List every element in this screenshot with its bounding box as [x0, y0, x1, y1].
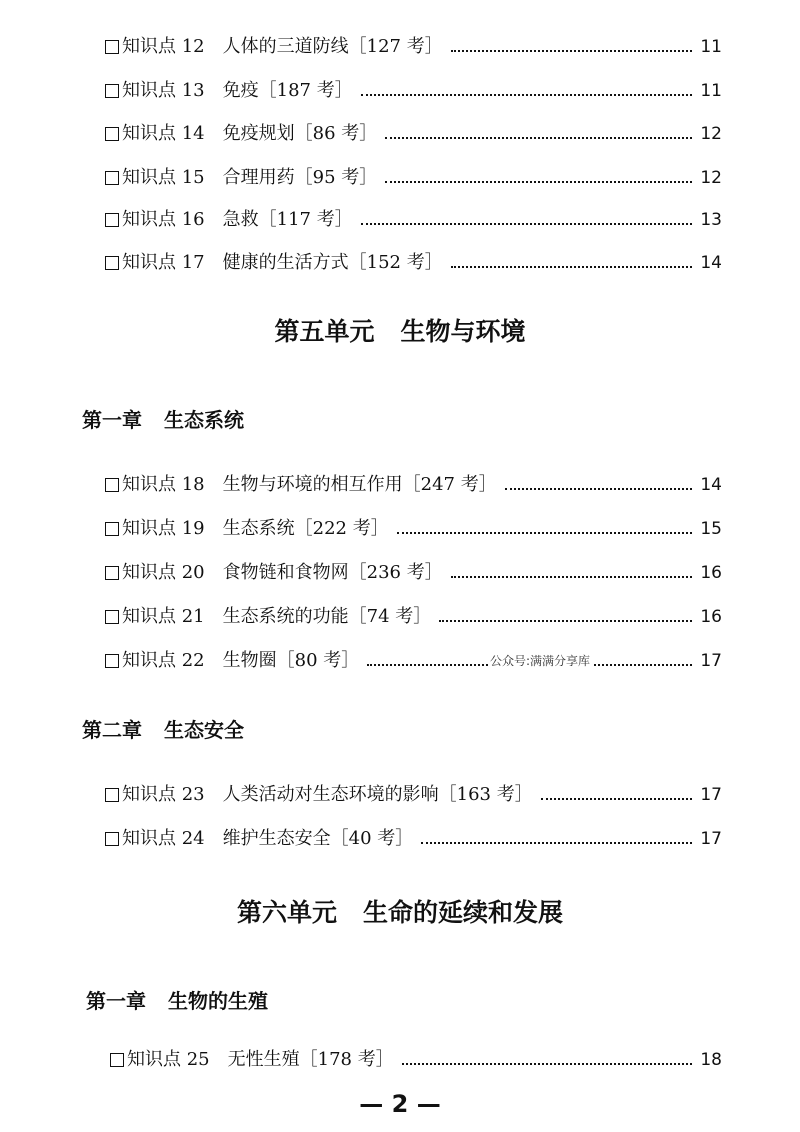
checkbox-icon	[105, 610, 119, 624]
leader-dots	[439, 620, 692, 622]
leader-dots	[541, 798, 693, 800]
checkbox-icon	[105, 40, 119, 54]
knowledge-point-number: 知识点 23	[122, 784, 205, 805]
page-ref: 17	[700, 651, 722, 671]
knowledge-point-number: 知识点 22	[122, 650, 205, 671]
knowledge-point-number: 知识点 21	[122, 606, 205, 627]
entry-title: 免疫规划［86 考］	[222, 123, 378, 144]
toc-entry[interactable]	[105, 28, 722, 58]
entry-title: 无性生殖［178 考］	[227, 1049, 394, 1070]
knowledge-point-number: 知识点 20	[122, 562, 205, 583]
unit-name: 生命的延续和发展	[363, 898, 564, 927]
knowledge-point-number: 知识点 18	[122, 474, 205, 495]
leader-dots	[402, 1063, 693, 1065]
unit-number: 第五单元	[274, 317, 375, 346]
entry-title: 生物与环境的相互作用［247 考］	[222, 474, 497, 495]
page-ref: 16	[700, 607, 722, 627]
checkbox-icon	[105, 127, 119, 141]
leader-dots	[451, 576, 693, 578]
toc-entry[interactable]	[105, 510, 722, 540]
page-ref: 14	[700, 253, 722, 273]
chapter-heading	[86, 985, 268, 1014]
toc-entry[interactable]	[105, 776, 722, 806]
entry-title: 急救［117 考］	[222, 209, 353, 230]
leader-dots	[385, 137, 692, 139]
toc-entry[interactable]	[105, 642, 722, 672]
checkbox-icon	[105, 522, 119, 536]
unit-heading	[0, 893, 800, 929]
chapter-number: 第二章	[82, 718, 142, 742]
page-ref: 15	[700, 519, 722, 539]
checkbox-icon	[105, 171, 119, 185]
chapter-number: 第一章	[82, 408, 142, 432]
knowledge-point-number: 知识点 17	[122, 252, 205, 273]
toc-entry[interactable]	[110, 1041, 722, 1071]
page-ref: 12	[700, 124, 722, 144]
page-ref: 18	[700, 1050, 722, 1070]
page-ref: 17	[700, 785, 722, 805]
toc-entry[interactable]	[105, 201, 722, 231]
unit-number: 第六单元	[236, 898, 337, 927]
page-ref: 14	[700, 475, 722, 495]
entry-title: 生物圈［80 考］	[222, 650, 360, 671]
knowledge-point-number: 知识点 13	[122, 80, 205, 101]
knowledge-point-number: 知识点 24	[122, 828, 205, 849]
checkbox-icon	[105, 256, 119, 270]
entry-title: 合理用药［95 考］	[222, 167, 378, 188]
leader-dots	[505, 488, 693, 490]
entry-title: 人类活动对生态环境的影响［163 考］	[222, 784, 533, 805]
knowledge-point-number: 知识点 19	[122, 518, 205, 539]
knowledge-point-number: 知识点 12	[122, 36, 205, 57]
page-ref: 17	[700, 829, 722, 849]
leader-dots	[421, 842, 692, 844]
chapter-name: 生态安全	[164, 718, 244, 742]
checkbox-icon	[105, 654, 119, 668]
toc-entry[interactable]	[105, 244, 722, 274]
chapter-heading	[82, 404, 244, 433]
checkbox-icon	[105, 213, 119, 227]
toc-entry[interactable]	[105, 115, 722, 145]
page-ref: 13	[700, 210, 722, 230]
leader-dots	[451, 266, 693, 268]
toc-entry[interactable]	[105, 159, 722, 189]
leader-dots	[451, 50, 693, 52]
entry-title: 生态系统［222 考］	[222, 518, 389, 539]
leader-dots	[397, 532, 693, 534]
leader-dots	[361, 94, 693, 96]
checkbox-icon	[105, 478, 119, 492]
toc-entry[interactable]	[105, 598, 722, 628]
chapter-number: 第一章	[86, 989, 146, 1013]
chapter-name: 生物的生殖	[168, 989, 268, 1013]
page-number: — 2 —	[359, 1090, 441, 1118]
toc-entry[interactable]	[105, 72, 722, 102]
chapter-name: 生态系统	[164, 408, 244, 432]
page-ref: 11	[700, 81, 722, 101]
unit-name: 生物与环境	[400, 317, 526, 346]
knowledge-point-number: 知识点 16	[122, 209, 205, 230]
toc-entry[interactable]	[105, 820, 722, 850]
checkbox-icon	[105, 788, 119, 802]
entry-title: 生态系统的功能［74 考］	[222, 606, 432, 627]
page-ref: 11	[700, 37, 722, 57]
chapter-heading	[82, 714, 244, 743]
entry-title: 免疫［187 考］	[222, 80, 353, 101]
checkbox-icon	[105, 832, 119, 846]
toc-entry[interactable]	[105, 466, 722, 496]
unit-heading	[0, 312, 800, 348]
entry-title: 食物链和食物网［236 考］	[222, 562, 443, 583]
knowledge-point-number: 知识点 14	[122, 123, 205, 144]
entry-title: 健康的生活方式［152 考］	[222, 252, 443, 273]
toc-entry[interactable]	[105, 554, 722, 584]
entry-title: 人体的三道防线［127 考］	[222, 36, 443, 57]
watermark-text: 公众号:满满分享库	[490, 654, 591, 668]
page-ref: 12	[700, 168, 722, 188]
knowledge-point-number: 知识点 25	[127, 1049, 210, 1070]
checkbox-icon	[110, 1053, 124, 1067]
leader-dots	[385, 181, 692, 183]
knowledge-point-number: 知识点 15	[122, 167, 205, 188]
checkbox-icon	[105, 84, 119, 98]
entry-title: 维护生态安全［40 考］	[222, 828, 414, 849]
page-ref: 16	[700, 563, 722, 583]
leader-dots	[361, 223, 693, 225]
checkbox-icon	[105, 566, 119, 580]
